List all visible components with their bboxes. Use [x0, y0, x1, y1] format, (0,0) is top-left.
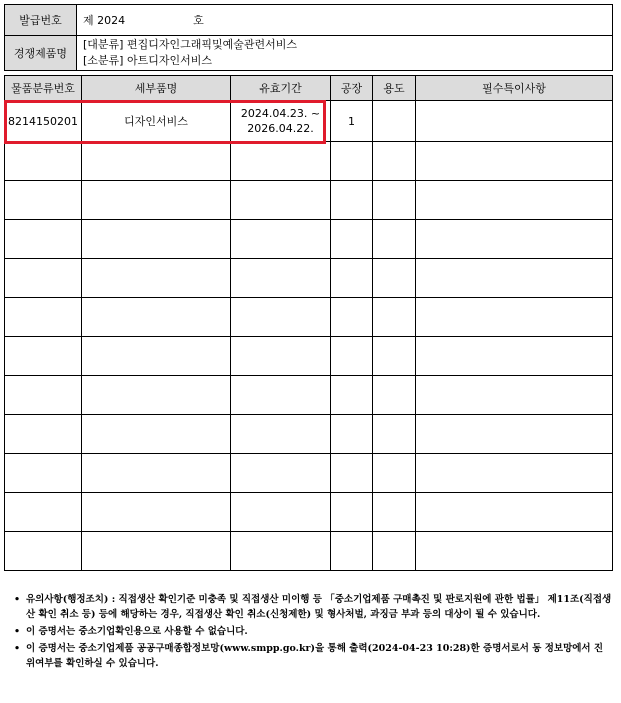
issue-number-prefix: 제 2024	[83, 14, 126, 27]
table-row-empty	[5, 181, 613, 220]
cell-class-code: 8214150201	[5, 101, 82, 142]
header-factory: 공장	[331, 76, 373, 101]
table-row-empty	[5, 532, 613, 571]
table-row-empty	[5, 493, 613, 532]
table-row-empty	[5, 454, 613, 493]
note-item: • 유의사항(행정조치) : 직접생산 확인기준 미충족 및 직접생산 미이행 등 「중소기업제품 구매촉진 및 판로지원에 관한 법률」 제11조(직접생산 확인 취소 등) 등에 해당하는 경우, 직접생산 확인 취소(신청제한) 및 형사처벌, 과징금 부과 등의 대상이 될 수 있습니다.	[14, 592, 612, 622]
table-row-empty	[5, 415, 613, 454]
header-item-name: 세부품명	[82, 76, 231, 101]
header-usage: 용도	[373, 76, 416, 101]
cell-valid-period	[231, 101, 331, 142]
table-row	[5, 101, 613, 142]
note-item: • 이 증명서는 중소기업제품 공공구매종합정보망(www.smpp.go.kr)을 통해 출력(2024-04-23 10:28)한 증명서로서 동 정보망에서 진위여부를 확인하실 수 있습니다.	[14, 641, 612, 671]
issue-number-label: 발급번호	[5, 5, 77, 36]
table-row-empty	[5, 220, 613, 259]
issue-number-suffix: 호	[193, 14, 204, 27]
product-table	[4, 75, 613, 571]
note-item: • 이 증명서는 중소기업확인용으로 사용할 수 없습니다.	[14, 624, 612, 639]
table-row-empty	[5, 376, 613, 415]
table-row-empty	[5, 337, 613, 376]
product-field-value	[77, 36, 613, 71]
cell-remarks	[416, 101, 613, 142]
cell-usage	[373, 101, 416, 142]
minor-category: [소분류] 아트디자인서비스	[83, 54, 212, 67]
product-field-row	[5, 36, 613, 71]
header-remarks: 필수특이사항	[416, 76, 613, 101]
issue-number-row	[5, 5, 613, 36]
header-valid-period: 유효기간	[231, 76, 331, 101]
valid-from: 2024.04.23. ~	[240, 107, 321, 120]
header-class-code: 물품분류번호	[5, 76, 82, 101]
table-row-empty	[5, 142, 613, 181]
valid-to: 2026.04.22.	[247, 122, 314, 135]
issue-number-value	[77, 5, 613, 36]
major-category: [대분류] 편집디자인그래픽및예술관련서비스	[83, 38, 297, 51]
table-row-empty	[5, 298, 613, 337]
cell-item-name: 디자인서비스	[82, 101, 231, 142]
product-field-label: 경쟁제품명	[5, 36, 77, 71]
notes-list	[14, 592, 612, 673]
table-row-empty	[5, 259, 613, 298]
cell-factory: 1	[331, 101, 373, 142]
table-header-row	[5, 76, 613, 101]
certificate-header-table	[4, 4, 613, 71]
